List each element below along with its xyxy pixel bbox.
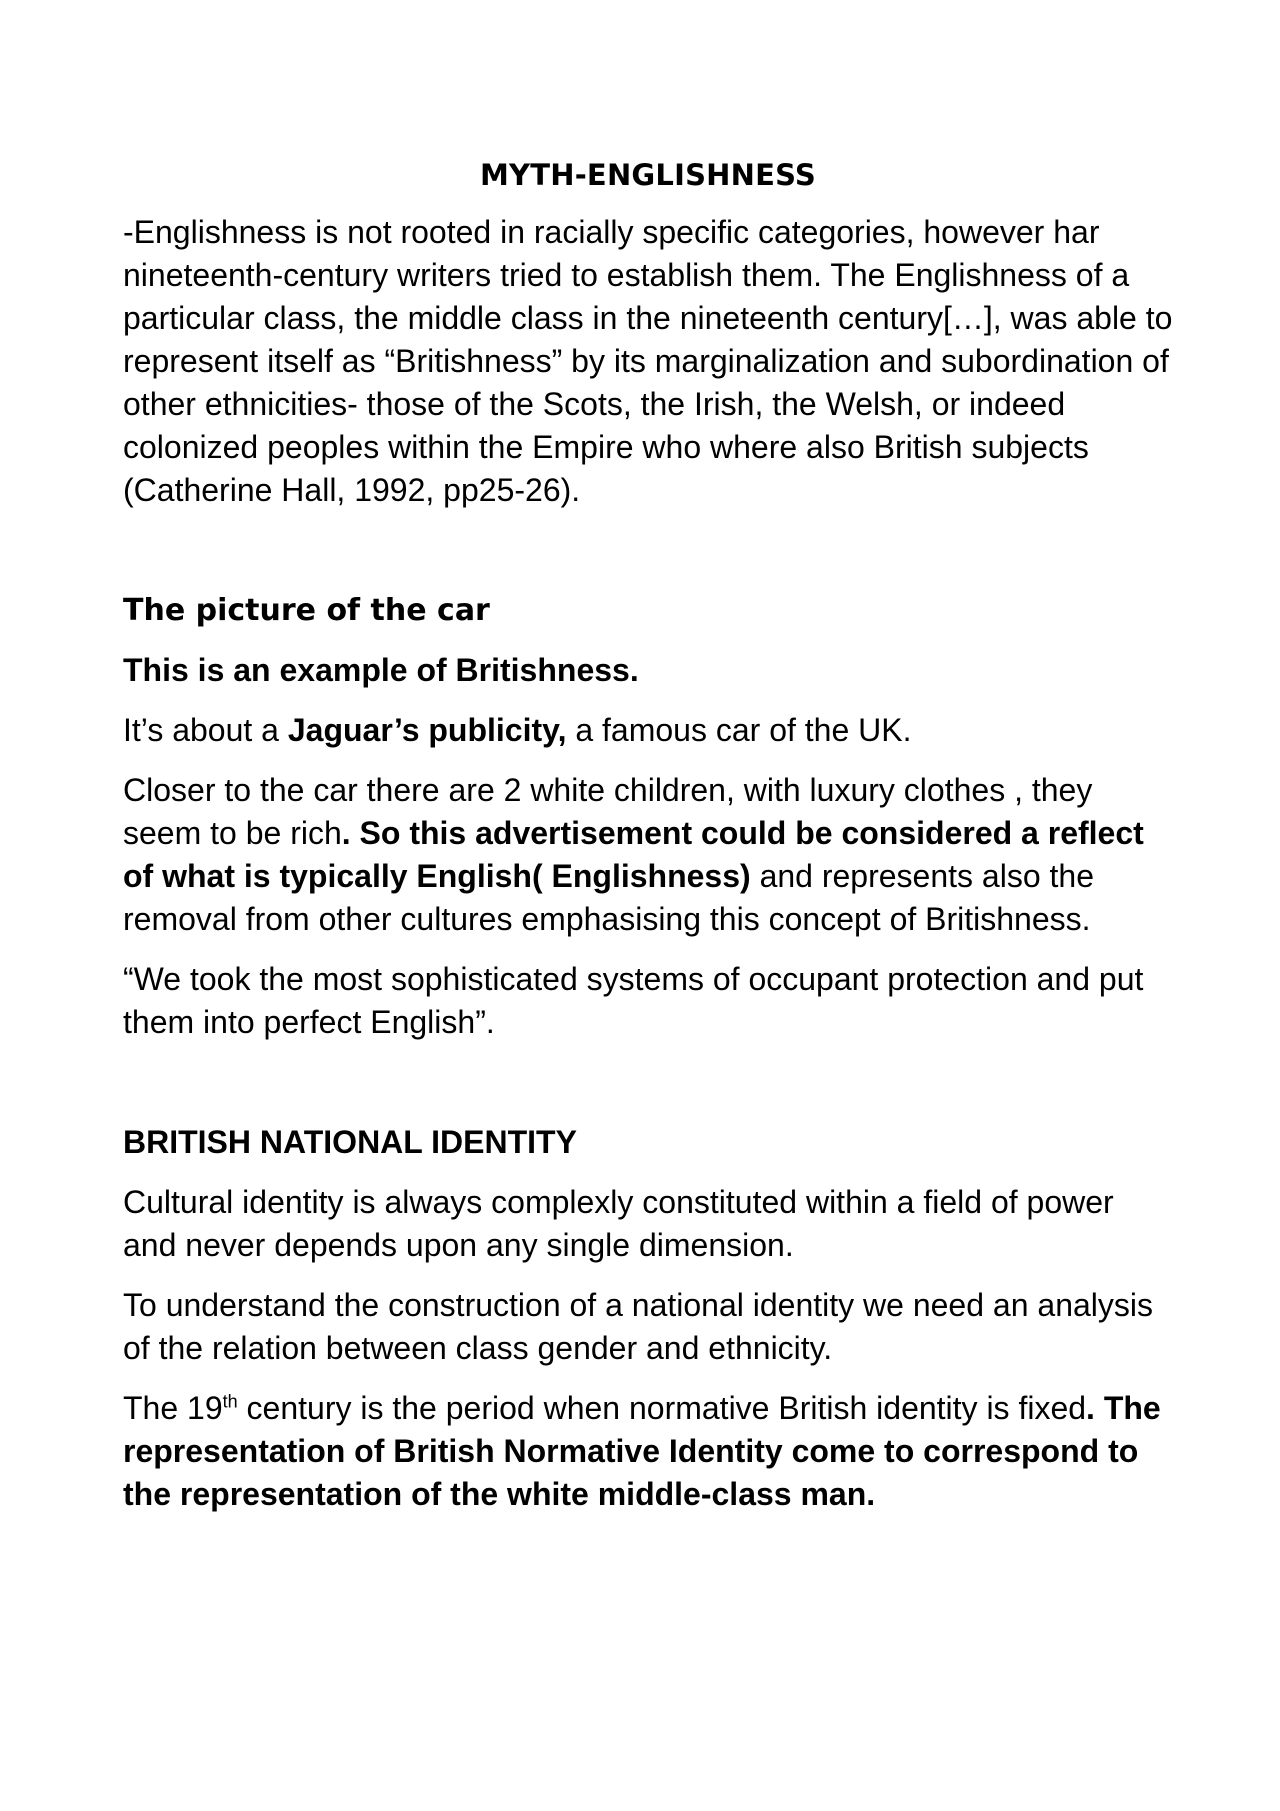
identity-section-heading: BRITISH NATIONAL IDENTITY [123,1124,577,1160]
intro-paragraph: -Englishness is not rooted in racially specific categories, however har nineteenth-century writers tried to establish them. The Englishness of a particular class, the middle class in the nineteenth century[…], was able to represent itself as “Britishness” by its marginalization and subordination of other ethnicities- those of the Scots, the Irish, the Welsh, or indeed colonized peoples within the Empire who where also British subjects (Catherine Hall, 1992, pp25-26). [123,214,1173,508]
identity-paragraph-3 [123,1387,1173,1516]
car-about-suffix: a famous car of the UK. [566,712,912,748]
car-quote: “We took the most sophisticated systems of occupant protection and put them into perfect English”. [123,961,1144,1040]
car-closer-text: Closer to the car there are 2 white children, with luxury clothes , they seem to be rich [123,772,1093,851]
identity-p3-prefix: The 19 [123,1390,223,1426]
spacer [123,529,1173,589]
document-body [123,154,1173,1533]
car-closer-bold: . So this advertisement could be considered a reflect of what is typically English( Englishness) [123,815,1144,894]
identity-paragraph-2: To understand the construction of a national identity we need an analysis of the relation between class gender and ethnicity. [123,1287,1153,1366]
car-closer-paragraph [123,769,1173,941]
car-section-subheading: This is an example of Britishness. [123,652,639,688]
car-about-prefix: It’s about a [123,712,288,748]
car-about-bold: Jaguar’s publicity, [287,712,567,748]
car-closer-suffix: and represents also the removal from other cultures emphasising this concept of Britishness. [123,858,1094,937]
identity-p3-mid: century is the period when normative British identity is fixed [237,1390,1087,1426]
car-section-heading: The picture of the car [123,593,490,628]
identity-p3-superscript: th [222,1391,238,1412]
spacer [123,1061,1173,1121]
identity-paragraph-1: Cultural identity is always complexly constituted within a field of power and never depends upon any single dimension. [123,1184,1114,1263]
car-about-paragraph [123,709,1173,752]
identity-p3-bold: . The representation of British Normative Identity come to correspond to the representation of the white middle-class man. [123,1390,1161,1512]
page-title: MYTH-ENGLISHNESS [479,158,816,192]
